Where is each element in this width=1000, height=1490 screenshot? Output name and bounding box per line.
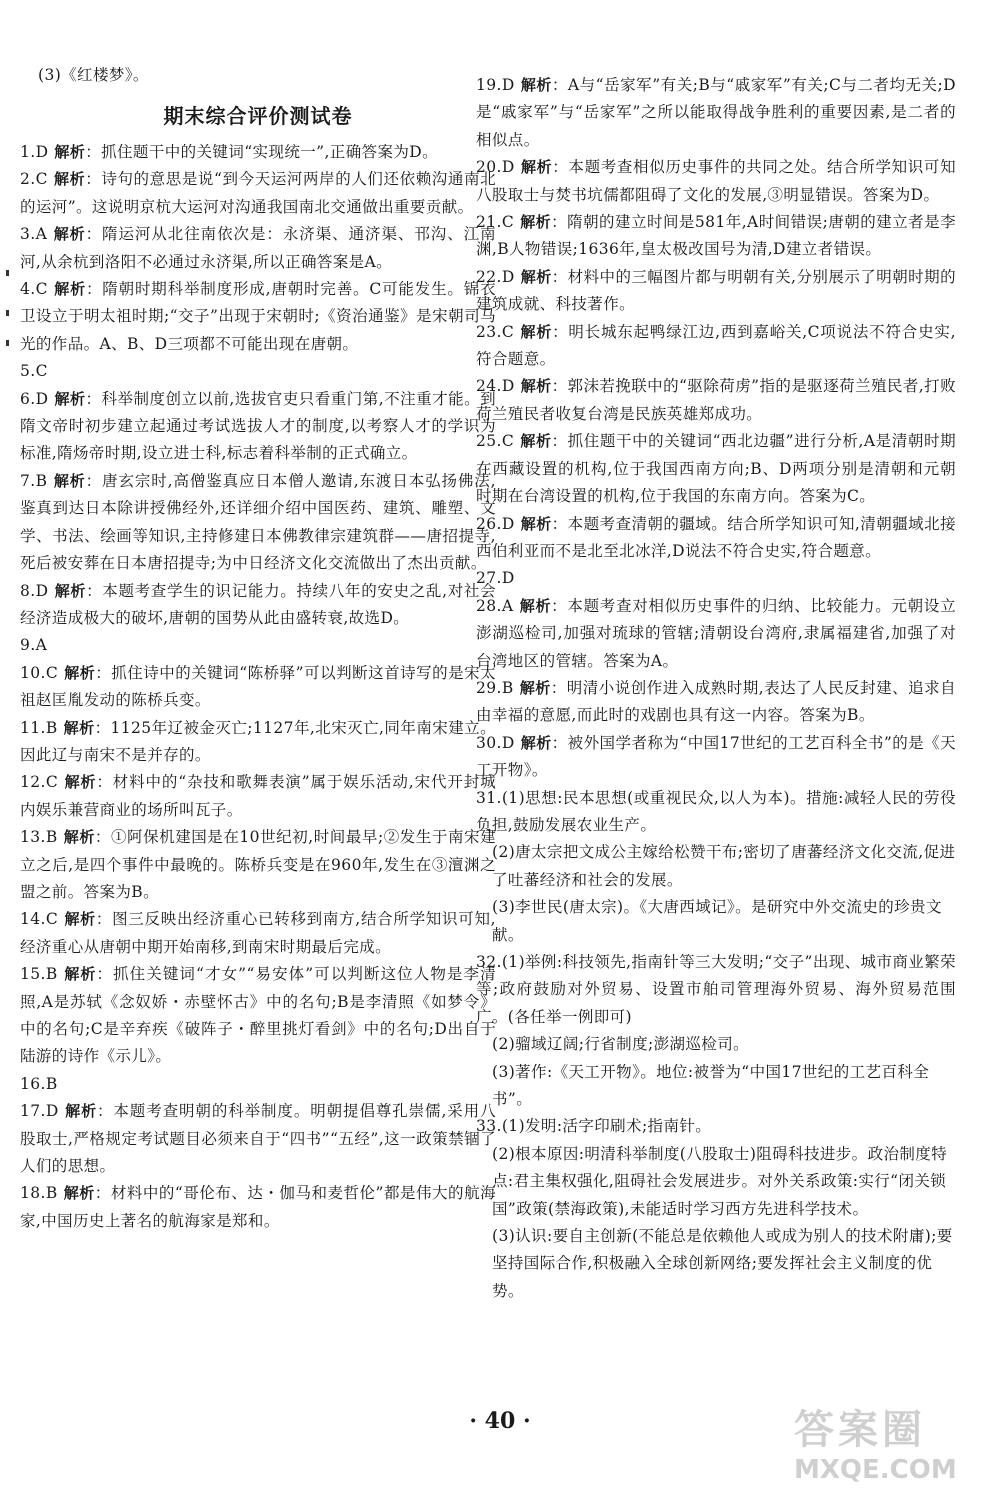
answer-number: 21.C [476, 213, 515, 232]
answer-number: 26.D [476, 514, 515, 533]
answer-item [20, 632, 496, 659]
answer-number: 32. [476, 953, 502, 971]
analysis-label: 解析 [53, 280, 86, 299]
analysis-text: ：材料中的“哥伦布、达・伽马和麦哲伦”都是伟大的航海家,中国历史上著名的航海家是郑和。 [20, 1184, 496, 1230]
analysis-text: ：明清小说创作进入成熟时期,表达了人民反封建、追求自由幸福的意愿,而此时的戏剧也具有这一内容。答案为B。 [476, 678, 956, 725]
right-items [476, 72, 956, 785]
answer-number: 30.D [476, 733, 515, 752]
answer-item [20, 139, 496, 166]
answer-item [20, 906, 496, 961]
analysis-text: ：抓住关键词“才女”“易安体”可以判断这位人物是李清照,A是苏轼《念奴娇・赤壁怀古》中的名句;B是李清照《如梦令》中的名句;C是辛弃疾《破阵子・醉里挑灯看剑》中的名句;D出自于陆游的诗作《示儿》。 [20, 965, 496, 1066]
long-answer-text: (3)认识:要自主创新(不能总是依赖他人或成为别人的技术附庸);要坚持国际合作,积极融入全球创新网络;要发挥社会主义制度的优势。 [492, 1227, 953, 1300]
margin-marks [4, 270, 14, 360]
answer-number: 22.D [476, 267, 515, 286]
answer-item [476, 511, 956, 566]
answer-item [20, 1071, 496, 1098]
answer-number: 10.C [20, 663, 59, 682]
answer-item [20, 468, 496, 578]
analysis-text: ：图三反映出经济重心已转移到南方,结合所学知识可知,经济重心从唐朝中期开始南移,到南宋时期最后完成。 [20, 910, 496, 956]
analysis-text: ：隋朝的建立时间是581年,A时间错误;唐朝的建立者是李渊,B人物错误;1636年,皇太极改国号为清,D建立者错误。 [476, 213, 956, 259]
long-answer-text: (2)唐太宗把文成公主嫁给松赞干布;密切了唐蕃经济文化交流,促进了吐蕃经济和社会的发展。 [492, 843, 956, 889]
page-title: 期末综合评价测试卷 [163, 104, 353, 128]
answer-item [20, 824, 496, 906]
answer-number: 15.B [20, 965, 58, 984]
analysis-text: ：抓住题干中的关键词“西北边疆”进行分析,A是清朝时期在西藏设置的机构,位于我国西南方向;B、D两项分别是清朝和元朝时期在台湾设置的机构,位于我国的东南方向。答案为C。 [476, 432, 956, 506]
answer-number: 13.B [20, 828, 58, 847]
analysis-text: ：1125年辽被金灭亡;1127年,北宋灭亡,同年南宋建立。因此辽与南宋不是并存的。 [20, 718, 496, 764]
analysis-label: 解析 [520, 76, 552, 94]
analysis-text: ：本题考查清朝的疆域。结合所学知识可知,清朝疆域北接西伯利亚而不是北至北冰洋,D说法不符合史实,符合题意。 [476, 514, 956, 560]
analysis-label: 解析 [54, 581, 87, 600]
analysis-label: 解析 [53, 471, 86, 490]
analysis-text: ：唐玄宗时,高僧鉴真应日本僧人邀请,东渡日本弘扬佛法,鉴真到达日本除讲授佛经外,还详细介绍中国医药、建筑、雕塑、文学、书法、绘画等知识,主持修建日本佛教律宗建筑群——唐招提寺,死后被安葬在日本唐招提寺;为中日经济文化交流做出了杰出贡献。 [20, 471, 496, 573]
answer-number: 31. [476, 788, 502, 807]
analysis-text: ：材料中的三幅图片都与明朝有关,分别展示了明朝时期的建筑成就、科技著作。 [476, 267, 956, 314]
analysis-label: 解析 [520, 514, 552, 533]
analysis-label: 解析 [63, 1184, 95, 1203]
analysis-text: ：本题考查相似历史事件的共同之处。结合所学知识可知八股取士与焚书坑儒都阻碍了文化的发展,③明显错误。答案为D。 [476, 158, 956, 204]
analysis-text: ：郭沫若挽联中的“驱除荷虏”指的是驱逐荷兰殖民者,打败荷兰殖民者收复台湾是民族英雄郑成功。 [476, 377, 956, 423]
answer-item [476, 593, 956, 675]
answer-number: 23.C [476, 322, 515, 341]
analysis-label: 解析 [53, 225, 86, 244]
answer-number: 25.C [476, 432, 515, 451]
long-answer-part [476, 1141, 956, 1223]
analysis-text: ：明长城东起鸭绿江边,西到嘉峪关,C项说法不符合史实,符合题意。 [476, 322, 956, 369]
answer-item [20, 660, 496, 715]
analysis-label: 解析 [519, 678, 551, 697]
long-answer-text: (1)发明:活字印刷术;指南针。 [501, 1117, 712, 1136]
answer-number: 1.D [20, 143, 49, 161]
analysis-text: ：①阿保机建国是在10世纪初,时间最早;②发生于南宋建立之后,是四个事件中最晚的。陈桥兵变是在960年,发生在③澶渊之盟之前。答案为B。 [20, 828, 496, 901]
answer-number: 29.B [476, 678, 514, 697]
answer-item [20, 1098, 496, 1180]
answer-item [20, 276, 496, 358]
long-answer-part [476, 949, 956, 1031]
long-answer-part [476, 839, 956, 894]
analysis-label: 解析 [53, 170, 86, 189]
answer-number: 14.C [20, 910, 59, 929]
answer-number: 24.D [476, 377, 515, 396]
answer-item [20, 769, 496, 824]
answer-number: 19.D [476, 76, 515, 94]
right-long-answers [476, 785, 956, 1306]
analysis-text: ：被外国学者称为“中国17世纪的工艺百科全书”的是《天工开物》。 [476, 733, 956, 780]
long-answer-text: (1)思想:民本思想(或重视民众,以人为本)。措施:减轻人民的劳役负担,鼓励发展农业生产。 [476, 788, 956, 834]
analysis-label: 解析 [64, 910, 96, 929]
analysis-text: ：科举制度创立以前,选拔官吏只看重门第,不注重才能。到隋文帝时初步建立起通过考试选拔人才的制度,以考察人才的学识为标准,隋炀帝时期,设立进士科,标志着科举制的正式确立。 [20, 389, 496, 463]
long-answer-text: (2)根本原因:明清科举制度(八股取士)阻碍科技进步。政治制度特点:君主集权强化,阻碍社会发展进步。对外关系政策:实行“闭关锁国”政策(禁海政策),未能适时学习西方先进科学技术。 [492, 1144, 948, 1218]
answer-number: 7.B [20, 471, 48, 490]
analysis-text: ：抓住诗中的关键词“陈桥驿”可以判断这首诗写的是宋太祖赵匡胤发动的陈桥兵变。 [20, 663, 496, 710]
analysis-text: ：本题考查对相似历史事件的归纳、比较能力。元朝设立澎湖巡检司,加强对琉球的管辖;清朝设台湾府,隶属福建省,加强了对台湾地区的管辖。答案为A。 [476, 596, 956, 670]
answer-item [476, 72, 956, 154]
answer-item [20, 358, 496, 385]
answer-number: 3.A [20, 225, 48, 244]
analysis-text: ：A与“岳家军”有关;B与“戚家军”有关;C与二者均无关;D是“戚家军”与“岳家军”之所以能取得战争胜利的重要因素,是二者的相似点。 [476, 76, 956, 149]
answer-item [20, 221, 496, 276]
long-answer-part [476, 894, 956, 949]
answer-number: 8.D [20, 581, 49, 600]
answer-item [20, 715, 496, 770]
analysis-text: ：抓住题干中的关键词“实现统一”,正确答案为D。 [85, 143, 439, 161]
answer-item [476, 264, 956, 319]
analysis-text: ：本题考查学生的识记能力。持续八年的安史之乱,对社会经济造成极大的破坏,唐朝的国势从此由盛转衰,故选D。 [20, 581, 496, 627]
long-answer-part [476, 785, 956, 840]
answer-number: 18.B [20, 1184, 58, 1203]
answer-number: 2.C [20, 170, 48, 189]
right-column [476, 72, 956, 1305]
long-answer-part [476, 1059, 956, 1114]
analysis-label: 解析 [520, 733, 552, 752]
answer-item [476, 730, 956, 785]
answer-item [476, 209, 956, 264]
long-answer-text: (3)著作:《天工开物》。地位:被誉为“中国17世纪的工艺百科全书”。 [492, 1062, 930, 1109]
analysis-label: 解析 [520, 432, 552, 451]
answer-number: 4.C [20, 280, 48, 299]
analysis-text: ：本题考查明朝的科举制度。明朝提倡尊孔崇儒,采用八股取士,严格规定考试题目必须来自于“四书”“五经”,这一政策禁锢了人们的思想。 [20, 1102, 496, 1176]
answer-item [476, 565, 956, 592]
analysis-label: 解析 [64, 773, 97, 792]
answer-item [476, 154, 956, 209]
analysis-label: 解析 [63, 718, 95, 737]
answer-item [476, 373, 956, 428]
analysis-label: 解析 [63, 828, 95, 847]
long-answer-text: (2)骝域辽阔;行省制度;澎湖巡检司。 [492, 1035, 750, 1054]
analysis-text: ：隋运河从北往南依次是：永济渠、通济渠、邗沟、江南河,从余杭到洛阳不必通过永济渠,所以正确答案是A。 [20, 225, 496, 271]
answer-number: 16.B [20, 1074, 58, 1093]
left-header: (3)《红楼梦》。 [38, 66, 149, 84]
analysis-label: 解析 [520, 158, 553, 177]
answer-item [20, 961, 496, 1071]
answer-item [20, 578, 496, 633]
analysis-label: 解析 [54, 143, 86, 161]
analysis-label: 解析 [520, 322, 553, 341]
analysis-label: 解析 [63, 965, 97, 984]
analysis-label: 解析 [520, 213, 552, 232]
long-answer-text: (3)李世民(唐太宗)。《大唐西域记》。是研究中外交流史的珍贵文献。 [492, 898, 942, 944]
answer-item [20, 166, 496, 221]
long-answer-part [476, 1223, 956, 1305]
answer-item [476, 319, 956, 374]
answer-number: 12.C [20, 773, 59, 792]
answer-number: 28.A [476, 596, 514, 615]
analysis-text: ：隋朝时期科举制度形成,唐朝时完善。C可能发生。锦衣卫设立于明太祖时期;“交子”出现于宋朝时;《资治通鉴》是宋朝司马光的作品。A、B、D三项都不可能出现在唐朝。 [20, 280, 496, 353]
long-answer-part [476, 1031, 956, 1058]
answer-number: 20.D [476, 158, 515, 177]
answer-number: 9.A [20, 636, 48, 655]
long-answer-text: (1)举例:科技领先,指南针等三大发明;“交子”出现、城市商业繁荣等;政府鼓励对外贸易、设置市舶司管理海外贸易、海外贸易范围广。(各任举一例即可) [476, 953, 956, 1026]
left-items [20, 139, 496, 1235]
analysis-label: 解析 [64, 663, 96, 682]
answer-number: 33. [476, 1117, 502, 1136]
answer-item [20, 1180, 496, 1235]
watermark-logo: 答案圈 MXQE.COM [794, 1407, 957, 1485]
answer-number: 27.D [476, 569, 515, 588]
long-answer-part [476, 1113, 956, 1140]
answer-number: 17.D [20, 1102, 59, 1121]
analysis-label: 解析 [54, 389, 86, 408]
analysis-label: 解析 [64, 1102, 97, 1121]
answer-item [476, 428, 956, 510]
analysis-label: 解析 [520, 377, 552, 396]
page-number: · 40 · [469, 1408, 531, 1434]
answer-number: 5.C [20, 362, 48, 381]
analysis-label: 解析 [520, 267, 552, 286]
analysis-text: ：诗句的意思是说“到今天运河两岸的人们还依赖沟通南北的运河”。这说明京杭大运河对沟通我国南北交通做出重要贡献。 [20, 170, 496, 216]
answer-item [476, 675, 956, 730]
left-column [20, 62, 496, 1235]
analysis-text: ：材料中的“杂技和歌舞表演”属于娱乐活动,宋代开封城内娱乐兼营商业的场所叫瓦子。 [20, 773, 496, 819]
answer-item [20, 386, 496, 468]
answer-number: 6.D [20, 389, 49, 408]
analysis-label: 解析 [519, 596, 552, 615]
answer-number: 11.B [20, 718, 58, 737]
